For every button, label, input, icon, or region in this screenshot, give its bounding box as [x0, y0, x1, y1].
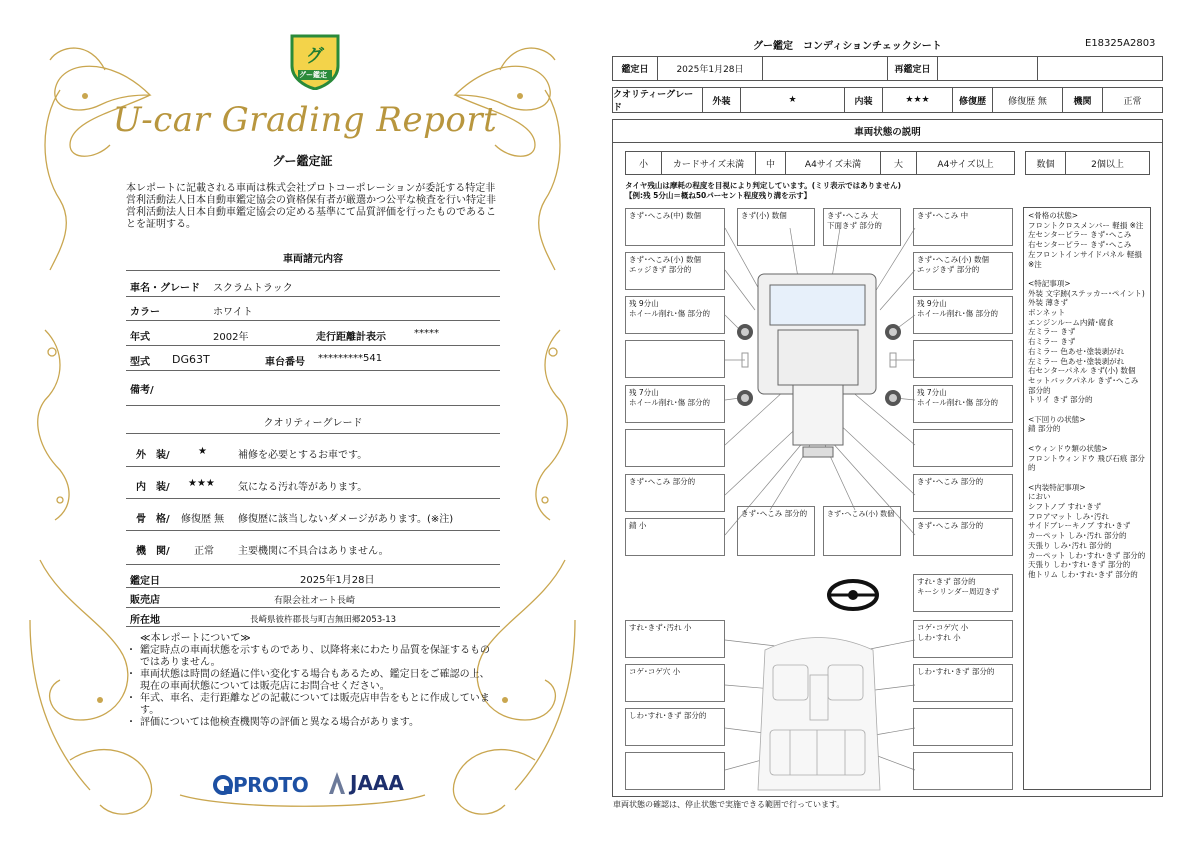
remark-line: 右センターピラー きず･へこみ: [1028, 240, 1132, 250]
note-item: ・ 鑑定時点の車両状態を示すものであり、以降将来にわたり品質を保証するものではありません。: [126, 645, 496, 669]
remark-line: 左センターピラー きず･へこみ: [1028, 230, 1132, 240]
footer-note: 車両状態の確認は、停止状態で実施できる範囲で行っています。: [613, 800, 845, 809]
tire-box: 残 7分山 ホイール削れ･傷 部分的: [913, 385, 1013, 423]
interior-box: [625, 752, 725, 790]
damage-box: きず･へこみ 部分的: [913, 474, 1013, 512]
remark-line: [1028, 269, 1150, 279]
remark-line: カーペット しみ･汚れ 部分的: [1028, 531, 1127, 541]
damage-box: [625, 429, 725, 467]
remark-line: フロントウィンドウ 飛び石痕 部分的: [1028, 453, 1145, 473]
spec-heading: 車両諸元内容: [283, 254, 343, 265]
interior-grade: ★★★: [188, 478, 215, 489]
tire-box: 残 9分山 ホイール削れ･傷 部分的: [625, 296, 725, 334]
divider: [126, 626, 500, 627]
divider: [126, 370, 500, 371]
svg-text:グ: グ: [306, 46, 324, 67]
chassis-value: *********541: [318, 353, 383, 364]
doc-id: E18325A2803: [1085, 38, 1156, 49]
steering-wheel-icon: [829, 581, 877, 609]
remark-line: 左ミラー 色あせ･塗装剥がれ: [1028, 356, 1125, 366]
remark-line: 右センターパネル きず(小) 数個: [1028, 366, 1136, 376]
frame-label: 骨 格/: [136, 514, 170, 525]
address-label: 所在地: [130, 615, 160, 626]
int-label: 内装: [845, 88, 883, 112]
remark-line: <下回りの状態>: [1028, 414, 1086, 424]
shop-label: 販売店: [130, 595, 160, 606]
engine-label: 機 関/: [136, 546, 170, 557]
divider: [126, 405, 500, 406]
divider: [126, 345, 500, 346]
date-value: 2025年1月28日: [300, 575, 375, 586]
remark-line: 他トリム しわ･すれ･きず 部分的: [1028, 569, 1138, 579]
legend-large-desc: A4サイズ以上: [937, 159, 994, 170]
exterior-grade: ★: [198, 446, 207, 457]
condition-check-sheet: [605, 0, 1200, 848]
remark-line: シフトノブ すれ･きず: [1028, 502, 1102, 512]
remarks-list: [1028, 211, 1150, 580]
badge-label: グー鑑定: [299, 71, 327, 79]
remark-line: 右ミラー きず: [1028, 337, 1076, 347]
date-value: 2025年1月28日: [658, 57, 763, 80]
tire-example: 【例:残 5分山＝概ね50パーセント程度残り溝を示す】: [625, 191, 812, 200]
proto-logo-icon: [212, 774, 234, 796]
redate-label: 再鑑定日: [888, 57, 938, 80]
divider: [126, 433, 500, 434]
goo-kantei-badge-icon: [288, 32, 342, 90]
color-value: ホワイト: [213, 307, 253, 318]
remark-line: <骨格の状態>: [1028, 211, 1079, 220]
model-label: 型式: [130, 357, 150, 368]
certificate-title: グー鑑定証: [272, 154, 333, 168]
remark-line: 左フロントインサイドパネル 軽損: [1028, 249, 1142, 259]
frame-grade: 修復歴 無: [181, 514, 225, 525]
remark-line: 右ミラー 色あせ･塗装剥がれ: [1028, 346, 1125, 356]
damage-box: 錆 小: [625, 518, 725, 556]
mileage-value: *****: [414, 328, 439, 339]
remark-line: 外装 文字跡(ステッカー･ペイント): [1028, 288, 1145, 298]
legend-medium: 中: [756, 152, 786, 174]
jaaa-logo-icon: [327, 770, 347, 796]
proto-logo-text: PROTO: [233, 773, 309, 797]
address-value: 長崎県彼杵郡長与町吉無田郷2053-13: [250, 615, 397, 625]
damage-box: [913, 340, 1013, 378]
interior-box: しわ･すれ･きず 部分的: [913, 664, 1013, 702]
remark-line: [1028, 473, 1150, 483]
remark-line: ※注: [1028, 259, 1042, 269]
interior-label: 内 装/: [136, 482, 170, 493]
divider: [126, 607, 500, 608]
damage-box: [625, 340, 725, 378]
color-label: カラー: [130, 307, 160, 318]
damage-box: きず･へこみ 部分的: [913, 518, 1013, 556]
damage-box: きず(小) 数個: [737, 208, 815, 246]
remark-line: セットバックパネル きず･へこみ: [1028, 375, 1139, 385]
remark-line: 部分的: [1028, 385, 1051, 395]
notes-title: ≪本レポートについて≫: [140, 633, 251, 644]
name-value: スクラムトラック: [213, 283, 293, 294]
engine-grade: 正常: [194, 546, 214, 557]
steering-box: すれ･きず 部分的 キーシリンダー周辺きず: [913, 574, 1013, 612]
remark-line: 天張り しみ･汚れ 部分的: [1028, 540, 1112, 550]
damage-box: きず･へこみ 部分的: [625, 474, 725, 512]
remarks-label: 備考/: [130, 385, 154, 396]
damage-box: きず･へこみ(小) 数個 エッジきず 部分的: [913, 252, 1013, 290]
divider: [126, 466, 500, 467]
year-label: 年式: [130, 332, 150, 343]
remark-line: トリイ きず 部分的: [1028, 395, 1093, 405]
damage-box: きず･へこみ 部分的: [737, 506, 815, 556]
int-value: ★★★: [883, 88, 953, 112]
damage-box: きず･へこみ(中) 数個: [625, 208, 725, 246]
divider: [126, 564, 500, 565]
certificate-body: 本レポートに記載される車両は株式会社プロトコーポレーションが委託する特定非営利活動法人日本自動車鑑定協会の資格保有者が厳選かつ公平な検査を行い特定非営利活動法人日本自動車鑑定協会の定める基準にて品質評価を行ったものであることを証明する。: [126, 183, 496, 230]
date-label: 鑑定日: [613, 57, 658, 80]
remark-line: フロアマット しみ･汚れ: [1028, 511, 1109, 521]
remark-line: カーペット しわ･すれ･きず 部分的: [1028, 550, 1146, 560]
report-notes: [126, 633, 496, 729]
remark-line: ボンネット: [1028, 308, 1066, 318]
legend-medium-desc: A4サイズ未満: [786, 152, 881, 174]
quality-heading: クオリティーグレード: [263, 418, 363, 429]
ext-label: 外装: [703, 88, 741, 112]
divider: [126, 587, 500, 588]
section-title: 車両状態の説明: [612, 119, 1163, 143]
name-label: 車名・グレード: [130, 283, 200, 294]
interior-box: すれ･きず･汚れ 小: [625, 620, 725, 658]
model-value: DG63T: [172, 353, 210, 366]
divider: [126, 498, 500, 499]
remark-line: <ウィンドウ類の状態>: [1028, 443, 1108, 453]
legend-count: 数個: [1026, 152, 1066, 174]
ext-value: ★: [741, 88, 845, 112]
divider: [126, 530, 500, 531]
remark-line: <特記事項>: [1028, 278, 1071, 288]
remark-line: エンジンルーム内錆･腐食: [1028, 317, 1114, 327]
interior-box: しわ･すれ･きず 部分的: [625, 708, 725, 746]
frame-desc: 修復歴に該当しないダメージがあります。(※注): [238, 514, 454, 525]
interior-desc: 気になる汚れ等があります。: [238, 482, 368, 493]
sheet-title: グー鑑定 コンディションチェックシート: [753, 41, 942, 52]
interior-box: [913, 708, 1013, 746]
remark-line: フロントクロスメンバー 軽損 ※注: [1028, 220, 1144, 230]
note-item: ・ 車両状態は時間の経過に伴い変化する場合もあるため、鑑定日をご確認の上、現在の車両状態については販売店にお問合せください。: [126, 669, 496, 693]
legend-small-desc: カードサイズ未満: [662, 152, 756, 174]
divider: [126, 296, 500, 297]
date-label: 鑑定日: [130, 576, 160, 587]
damage-box: きず･へこみ 中: [913, 208, 1013, 246]
divider: [126, 320, 500, 321]
damage-box: [913, 429, 1013, 467]
remark-line: 錆 部分的: [1028, 424, 1061, 434]
interior-box: コゲ･コゲ穴 小 しわ･すれ 小: [913, 620, 1013, 658]
remark-line: サイドブレーキノブ すれ･きず: [1028, 521, 1131, 531]
remark-line: 外装 薄きず: [1028, 298, 1068, 308]
interior-box: [913, 752, 1013, 790]
legend-count-desc: 2個以上: [1091, 159, 1124, 170]
damage-box: きず･へこみ(小) 数個 エッジきず 部分的: [625, 252, 725, 290]
exterior-desc: 補修を必要とするお車です。: [238, 450, 368, 461]
remark-line: [1028, 434, 1150, 444]
damage-box: きず･へこみ 大 下面きず 部分的: [823, 208, 901, 246]
shop-value: 有限会社オート長崎: [274, 596, 356, 606]
note-item: ・ 年式、車名、走行距離などの記載については販売店申告をもとに作成しています。: [126, 693, 496, 717]
chassis-label: 車台番号: [265, 357, 305, 368]
damage-box: きず･へこみ(小) 数個: [823, 506, 901, 556]
remark-line: 天張り しわ･すれ･きず 部分的: [1028, 560, 1131, 570]
qg-label: クオリティーグレード: [613, 88, 703, 112]
repair-label: 修復歴: [953, 88, 993, 112]
tire-note: タイヤ残山は摩耗の程度を目視により判定しています。(ミリ表示ではありません): [625, 181, 902, 190]
remark-line: <内装特記事項>: [1028, 482, 1086, 492]
legend-small: 小: [626, 152, 662, 174]
note-item: ・ 評価については他検査機関等の評価と異なる場合があります。: [126, 717, 496, 729]
exterior-label: 外 装/: [136, 450, 170, 461]
divider: [126, 270, 500, 271]
remark-line: 左ミラー きず: [1028, 327, 1076, 337]
interior-box: コゲ･コゲ穴 小: [625, 664, 725, 702]
remark-line: [1028, 405, 1150, 415]
engine-label: 機関: [1063, 88, 1103, 112]
repair-value: 修復歴 無: [993, 88, 1063, 112]
year-value: 2002年: [213, 332, 249, 343]
engine-value: 正常: [1123, 96, 1142, 107]
engine-desc: 主要機関に不具合はありません。: [238, 546, 389, 557]
script-title: U-car Grading Report: [112, 100, 498, 140]
tire-box: 残 9分山 ホイール削れ･傷 部分的: [913, 296, 1013, 334]
remark-line: におい: [1028, 492, 1051, 502]
jaaa-logo-text: JAAA: [350, 771, 404, 795]
mileage-label: 走行距離計表示: [316, 332, 386, 343]
legend-large: 大: [881, 152, 917, 174]
tire-box: 残 7分山 ホイール削れ･傷 部分的: [625, 385, 725, 423]
